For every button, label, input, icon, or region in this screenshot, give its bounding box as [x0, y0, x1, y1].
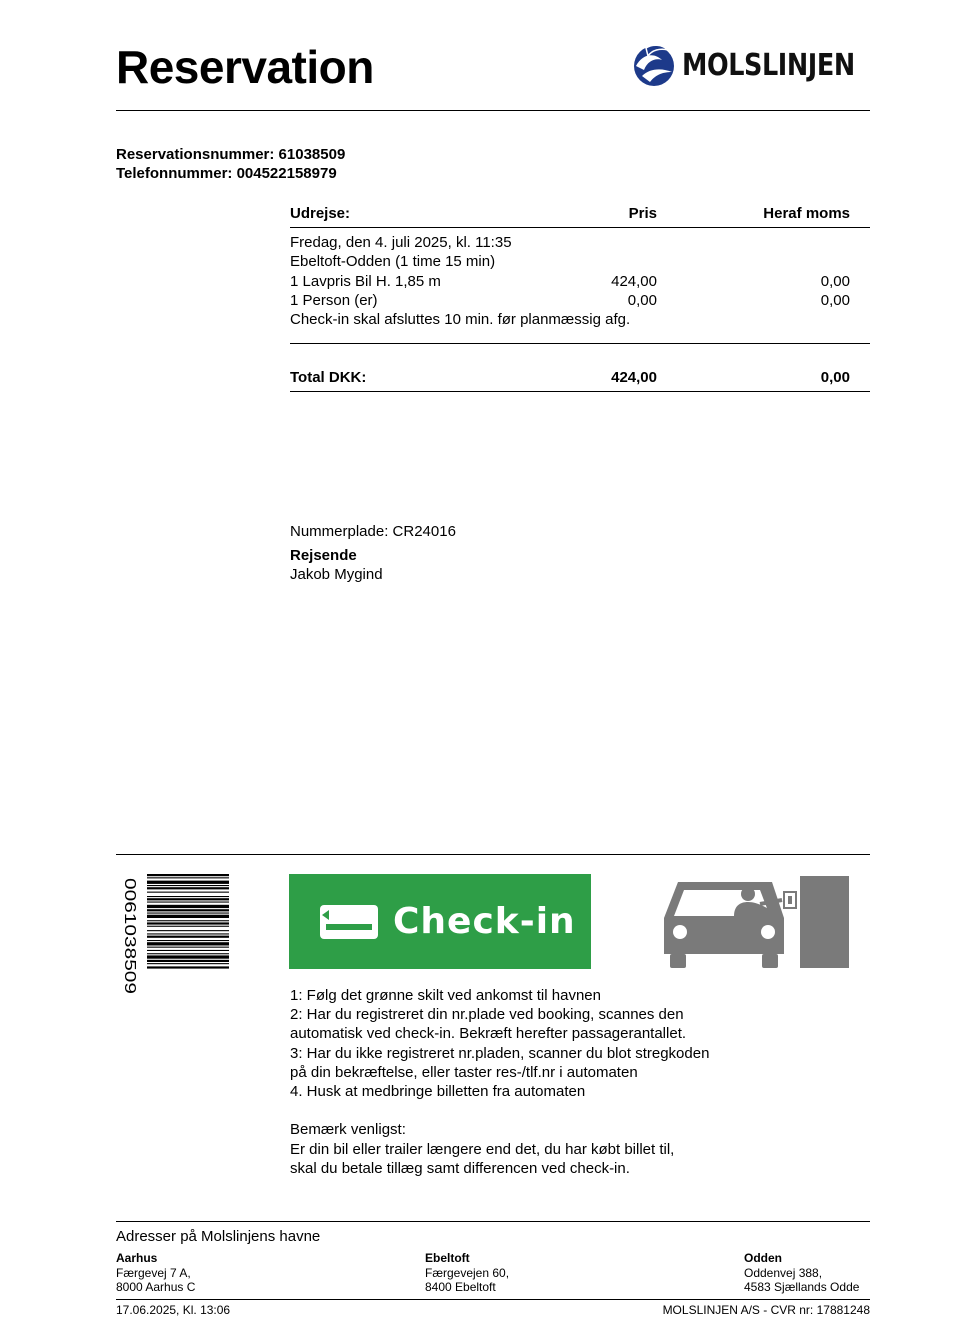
barcode-bar: [147, 874, 229, 876]
barcode-bar: [147, 942, 229, 945]
barcode-bar: [147, 881, 229, 884]
table-row: [290, 252, 870, 271]
barcode-bar: [147, 960, 229, 962]
svg-text:0061038509: 0061038509: [121, 878, 138, 967]
barcode-bar: [147, 930, 229, 931]
header-price: Pris: [628, 205, 657, 222]
barcode-bar: [147, 905, 229, 908]
barcode-bar: [147, 915, 229, 918]
footer-bottom-divider: [116, 1299, 870, 1300]
port-city: 8000 Aarhus C: [116, 1280, 196, 1294]
company-info: MOLSLINJEN A/S - CVR nr: 17881248: [662, 1303, 870, 1317]
row-desc: Check-in skal afsluttes 10 min. før planmæssig afg.: [290, 311, 631, 328]
port-city: 4583 Sjællands Odde: [744, 1280, 860, 1294]
row-vat: 0,00: [820, 273, 850, 290]
row-vat: 0,00: [820, 292, 850, 309]
barcode-bar: [147, 885, 229, 886]
barcode-bar: [147, 955, 229, 958]
brand-name: MOLSLINJEN: [682, 47, 855, 83]
note-line: Er din bil eller trailer længere end det, du har købt billet til,: [290, 1140, 675, 1158]
barcode-bar: [147, 877, 229, 878]
page-title: Reservation: [116, 41, 374, 93]
barcode-bar: [147, 922, 229, 924]
barcode-bar: [147, 902, 229, 903]
checkin-label: Check-in: [393, 901, 576, 942]
header-vat: Heraf moms: [763, 205, 850, 222]
price-table: [290, 202, 870, 402]
instruction-line: automatisk ved check-in. Bekræft herefter passagerantallet.: [290, 1025, 687, 1043]
row-desc: 1 Lavpris Bil H. 1,85 m: [290, 273, 441, 290]
barcode-number: [118, 876, 144, 996]
note-line: skal du betale tillæg samt differencen ved check-in.: [290, 1159, 630, 1177]
port-street: Færgevejen 60,: [425, 1265, 510, 1280]
port-address-aarhus: [116, 1251, 195, 1295]
section-divider: [116, 854, 870, 855]
barcode: [147, 874, 229, 998]
phone-number: Telefonnummer: 004522158979: [116, 165, 337, 182]
ticket-icon: [319, 902, 379, 942]
port-address-odden: [744, 1251, 859, 1295]
brand-logo: [632, 40, 885, 90]
barcode-bar: [147, 892, 229, 893]
table-divider: [290, 227, 870, 228]
port-name: Odden: [744, 1251, 782, 1265]
barcode-bar: [147, 933, 229, 934]
checkin-sign: [289, 874, 591, 969]
table-divider: [290, 391, 870, 392]
row-desc: 1 Person (er): [290, 292, 378, 309]
port-street: Oddenvej 388,: [744, 1265, 823, 1280]
total-price: 424,00: [611, 369, 657, 386]
barcode-bar: [147, 953, 229, 954]
table-row: [290, 272, 870, 291]
table-row: [290, 291, 870, 310]
instruction-line: 1: Følg det grønne skilt ved ankomst til havnen: [290, 987, 601, 1004]
port-name: Ebeltoft: [425, 1251, 470, 1265]
total-vat: 0,00: [820, 369, 850, 386]
row-desc: Ebeltoft-Odden (1 time 15 min): [290, 253, 496, 270]
car-checkin-icon: [660, 874, 850, 970]
port-city: 8400 Ebeltoft: [425, 1280, 496, 1294]
barcode-bar: [147, 909, 229, 911]
note-heading: Bemærk venligst:: [290, 1121, 406, 1139]
checkin-instructions: [290, 986, 850, 1178]
barcode-bar: [147, 887, 229, 889]
instruction-line: på din bekræftelse, eller taster res-/tlf.nr i automaten: [290, 1063, 638, 1081]
print-timestamp: 17.06.2025, Kl. 13:06: [116, 1303, 231, 1317]
instruction-line: 4. Husk at medbringe billetten fra automaten: [290, 1083, 586, 1101]
instruction-line: 2: Har du registreret din nr.plade ved booking, scannes den: [290, 1006, 684, 1024]
row-price: 424,00: [611, 273, 657, 290]
table-row: [290, 310, 870, 329]
barcode-bar: [147, 936, 229, 938]
port-address-ebeltoft: [425, 1251, 509, 1295]
molslinjen-logo-icon: [632, 42, 676, 88]
barcode-bar: [147, 896, 229, 897]
reservation-number: Reservationsnummer: 61038509: [116, 146, 346, 163]
table-divider: [290, 343, 870, 344]
header-divider: [116, 110, 870, 111]
traveller-name: Jakob Mygind: [290, 566, 383, 583]
travellers-heading: Rejsende: [290, 547, 357, 564]
license-plate: Nummerplade: CR24016: [290, 523, 456, 540]
barcode-bar: [147, 913, 229, 914]
footer-divider: [116, 1221, 870, 1222]
barcode-bar: [147, 963, 229, 964]
row-desc: Fredag, den 4. juli 2025, kl. 11:35: [290, 234, 512, 251]
header-departure: Udrejse:: [290, 205, 351, 222]
instruction-line: 3: Har du ikke registreret nr.pladen, scanner du blot stregkoden: [290, 1044, 710, 1062]
total-label: Total DKK:: [290, 369, 367, 386]
barcode-bar: [147, 920, 229, 921]
row-price: 0,00: [627, 292, 657, 309]
barcode-bar: [147, 950, 229, 951]
barcode-bar: [147, 966, 229, 968]
total-row: [290, 368, 870, 387]
port-street: Færgevej 7 A,: [116, 1265, 191, 1280]
barcode-bar: [147, 898, 229, 900]
table-row: [290, 233, 870, 252]
footer-heading: Adresser på Molslinjens havne: [116, 1228, 321, 1245]
port-name: Aarhus: [116, 1251, 158, 1265]
table-header: [290, 204, 870, 223]
barcode-bar: [147, 947, 229, 948]
barcode-bar: [147, 926, 229, 927]
barcode-bar: [147, 940, 229, 941]
